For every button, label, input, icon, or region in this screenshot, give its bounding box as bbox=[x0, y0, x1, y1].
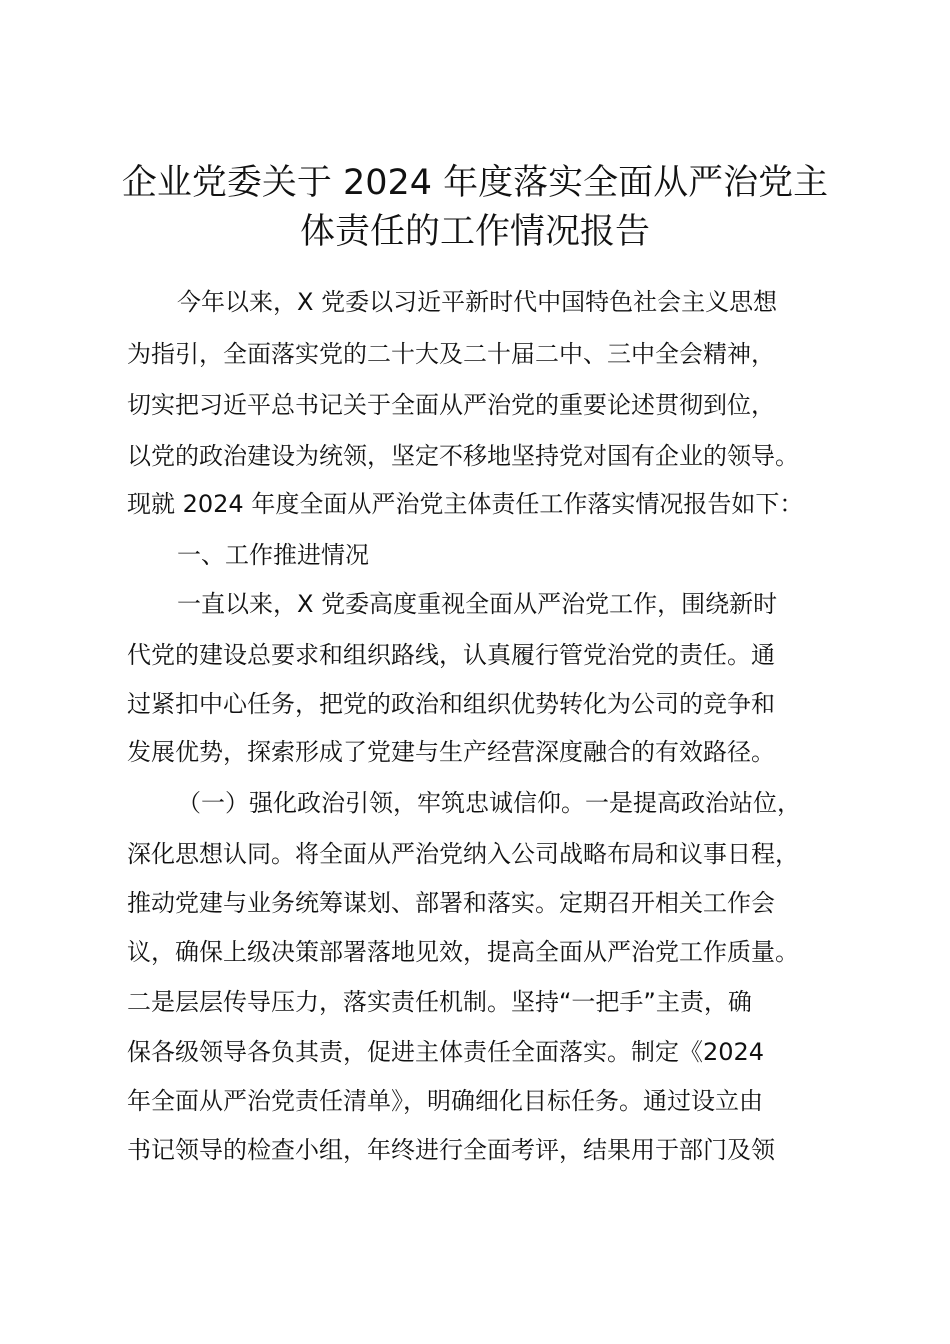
document-title-line-2: 体责任的工作情况报告 bbox=[299, 212, 650, 252]
body-line-12: 深化思想认同。将全面从严治党纳入公司战略布局和议事日程， bbox=[127, 840, 799, 868]
body-line-16: 保各级领导各负其责，促进主体责任全面落实。制定《2024 bbox=[127, 1038, 765, 1066]
body-line-1: 今年以来，X 党委以习近平新时代中国特色社会主义思想 bbox=[177, 288, 778, 316]
body-line-15: 二是层层传导压力，落实责任机制。坚持“一把手”主责，确 bbox=[127, 988, 752, 1016]
document-title-line-1: 企业党委关于 2024 年度落实全面从严治党主 bbox=[121, 163, 829, 203]
section-heading: 一、工作推进情况 bbox=[177, 541, 369, 569]
body-line-18: 书记领导的检查小组，年终进行全面考评，结果用于部门及领 bbox=[127, 1136, 775, 1164]
body-line-17: 年全面从严治党责任清单》，明确细化目标任务。通过设立由 bbox=[127, 1087, 763, 1115]
body-line-7: 一直以来，X 党委高度重视全面从严治党工作，围绕新时 bbox=[177, 590, 778, 618]
body-line-9: 过紧扣中心任务，把党的政治和组织优势转化为公司的竞争和 bbox=[127, 690, 775, 718]
body-line-11: （一）强化政治引领，牢筑忠诚信仰。一是提高政治站位， bbox=[177, 789, 801, 817]
body-line-5: 现就 2024 年度全面从严治党主体责任工作落实情况报告如下： bbox=[127, 490, 804, 518]
body-line-14: 议，确保上级决策部署落地见效，提高全面从严治党工作质量。 bbox=[127, 938, 799, 966]
body-line-10: 发展优势，探索形成了党建与生产经营深度融合的有效路径。 bbox=[127, 738, 775, 766]
body-line-4: 以党的政治建设为统领，坚定不移地坚持党对国有企业的领导。 bbox=[127, 442, 799, 470]
body-line-8: 代党的建设总要求和组织路线，认真履行管党治党的责任。通 bbox=[127, 641, 775, 669]
body-line-3: 切实把习近平总书记关于全面从严治党的重要论述贯彻到位， bbox=[127, 391, 775, 419]
body-line-2: 为指引，全面落实党的二十大及二十届二中、三中全会精神， bbox=[127, 340, 775, 368]
body-line-13: 推动党建与业务统筹谋划、部署和落实。定期召开相关工作会 bbox=[127, 889, 775, 917]
